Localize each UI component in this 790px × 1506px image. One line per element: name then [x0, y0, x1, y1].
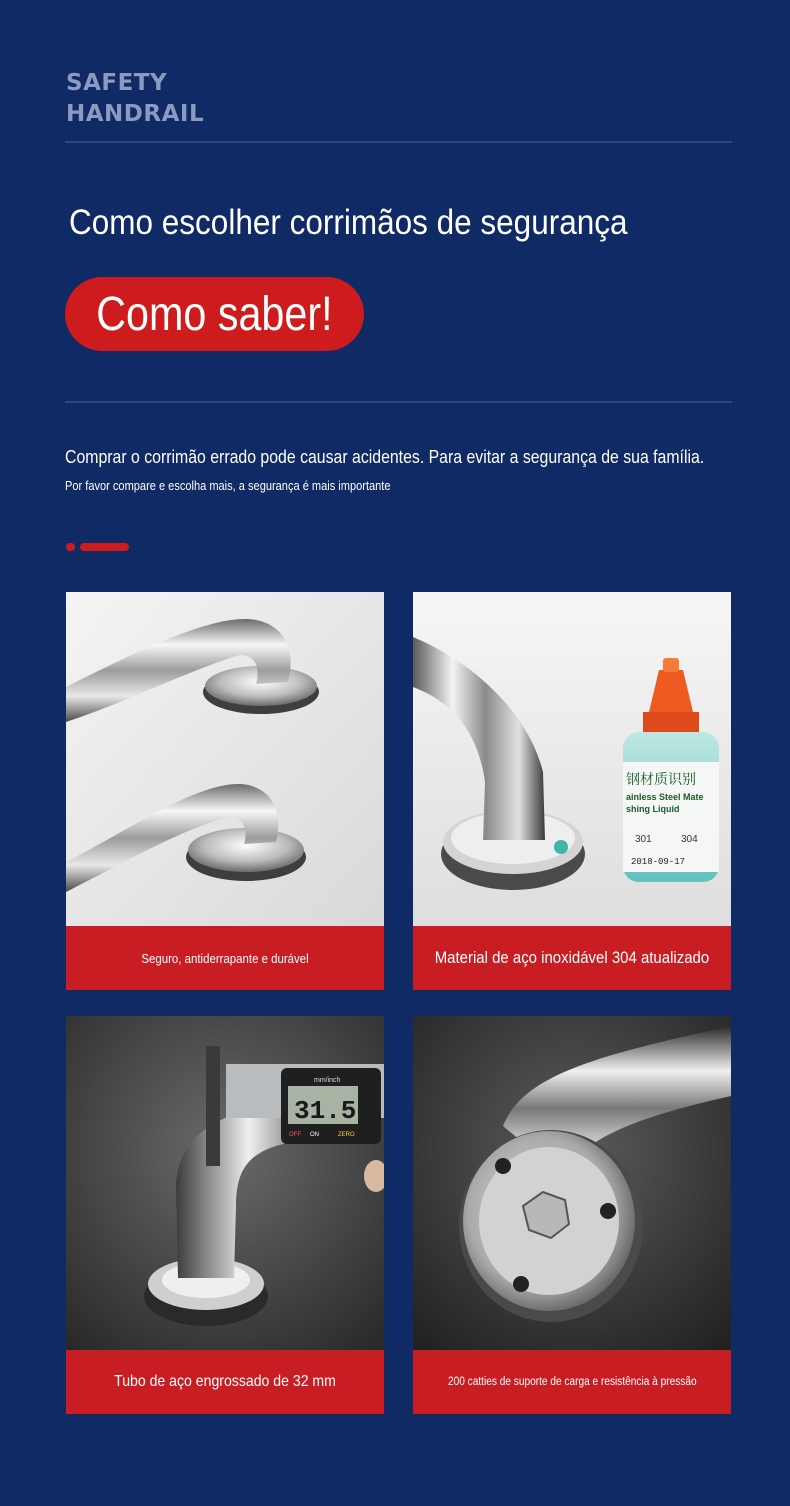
grab-bar-with-test-liquid-photo — [413, 592, 731, 926]
feature-card-32mm-tube — [66, 1016, 384, 1414]
caption-text: Seguro, antiderrapante e durável — [141, 950, 309, 966]
feature-card-slip-resistant — [66, 592, 384, 990]
accent-dash — [80, 543, 129, 551]
bottle-label-en2: shing Liquid — [626, 804, 680, 814]
caption-text: Material de aço inoxidável 304 atualizado — [434, 948, 710, 967]
caliper-measuring-photo — [66, 1016, 384, 1350]
bottle-grade-301: 301 — [635, 834, 652, 845]
page-headline: Como escolher corrimãos de segurança — [69, 203, 628, 242]
brand-line-1: SAFETY — [66, 70, 168, 96]
card-caption — [66, 1350, 384, 1414]
bottle-date: 2018-09-17 — [631, 857, 686, 867]
feature-card-load-bearing — [413, 1016, 731, 1414]
como-saber-label: Como saber! — [96, 287, 333, 341]
caliper-unit: mm/inch — [314, 1077, 341, 1084]
caliper-on: ON — [310, 1132, 319, 1138]
divider-middle — [65, 401, 732, 403]
mounting-base-photo — [413, 1016, 731, 1350]
feature-card-304-steel — [413, 592, 731, 990]
intro-subtext: Por favor compare e escolha mais, a segurança é mais importante — [65, 478, 391, 493]
card-caption — [413, 1350, 731, 1414]
como-saber-button[interactable] — [65, 277, 364, 351]
caliper-zero: ZERO — [338, 1132, 355, 1138]
caption-text: Tubo de aço engrossado de 32 mm — [114, 1373, 336, 1390]
two-grab-bar-elbows-photo — [66, 592, 384, 926]
bottle-label-en1: ainless Steel Mate — [626, 792, 704, 802]
brand-line-2: HANDRAIL — [66, 101, 205, 127]
bottle-grade-304: 304 — [681, 834, 698, 845]
card-caption — [66, 926, 384, 990]
card-caption — [413, 926, 731, 990]
brand-title — [66, 68, 204, 130]
caliper-reading: 31.5 — [294, 1096, 357, 1126]
bottle-label-cn: 钢材质识别 — [626, 772, 696, 788]
divider-top — [65, 141, 732, 143]
caliper-off: OFF — [289, 1132, 301, 1138]
caption-text: 200 catties de suporte de carga e resistência à pressão — [447, 1376, 697, 1388]
accent-dot — [66, 543, 75, 551]
intro-text: Comprar o corrimão errado pode causar acidentes. Para evitar a segurança de sua família. — [65, 447, 705, 467]
